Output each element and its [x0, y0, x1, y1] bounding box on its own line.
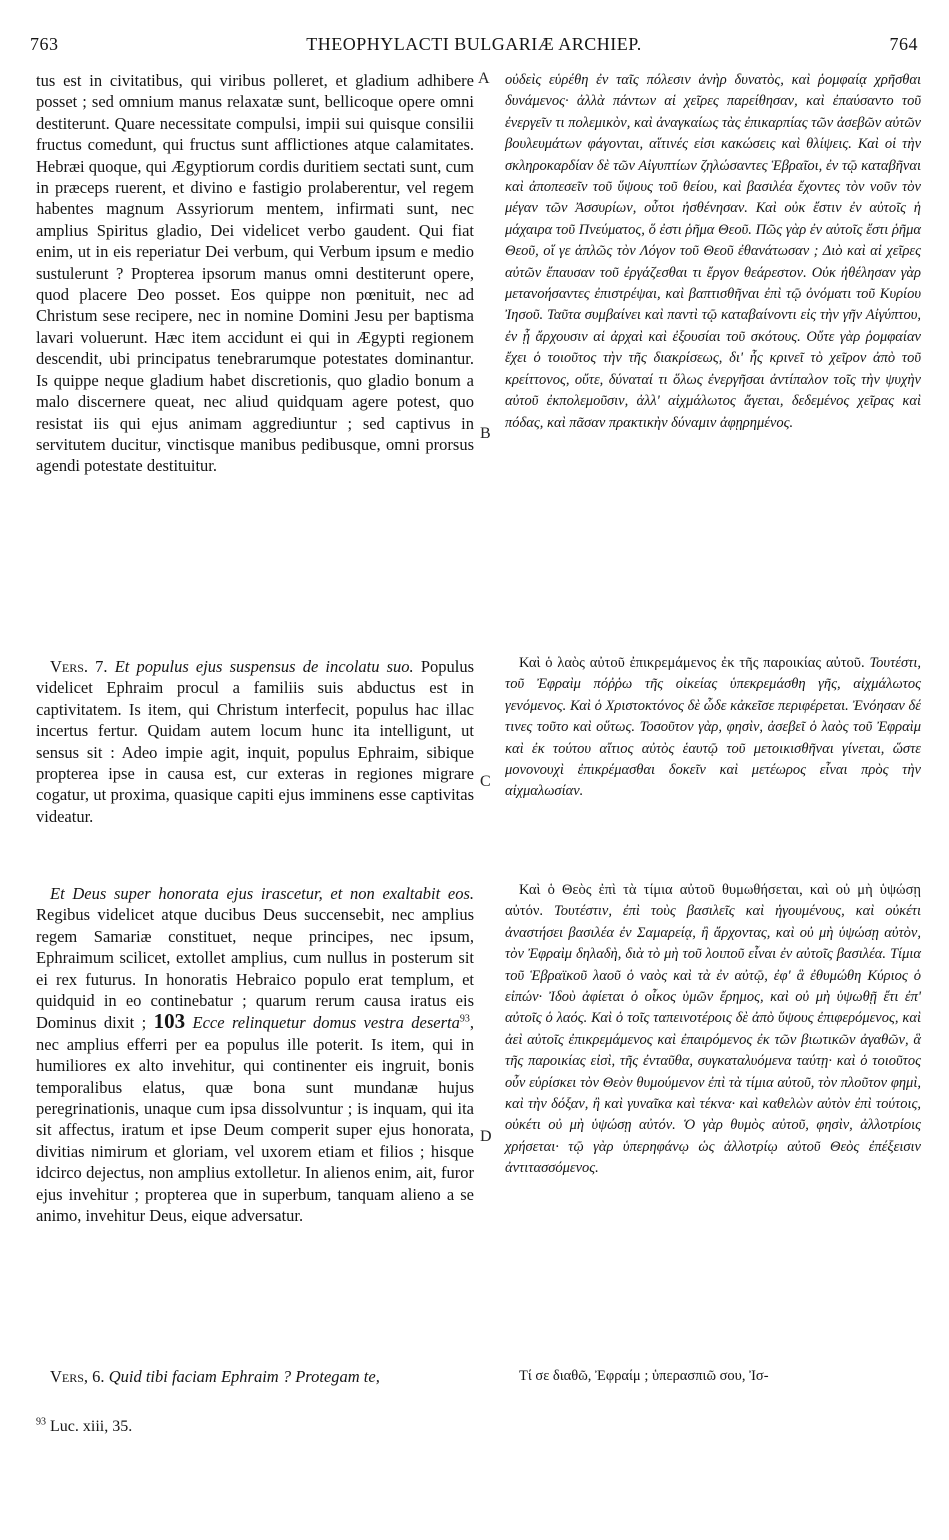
greek-honorata-block: [505, 880, 921, 1180]
latin-paragraph-1: tus est in civitatibus, qui viribus polleret, et gladium adhibere posset ; sed omnium manus relaxatæ sunt, bellicoque opere omni destiterunt. Quare necessitate compulsi, impii sui quisque consilii fructus comedunt, qui fructus sunt afflictiones atque calamitates. Hebræi quoque, qui Ægyptiorum cordis duritiem sectati sunt, cum in præceps ruerent, et divino e fastigio prolaberentur, vel regem habentes magnum Assyriorum mentem, infirmati sunt, nec amplius Spiritus gladio, Dei videlicet verbo gaudent. Qui fiat enim, ut in eis reperiatur Dei verbum, qui Verbum ipsum e medio sustulerunt ? Propterea ipsorum manus omni destiterunt opere, quod placere Deo posset. Eos quippe non pœnituit, nec ad Christum sese recipere, nec in nomine Domini Jesu per baptisma lavari voluerunt. Hæc item accidunt ei qui in Ægypti regionem descendit, ubi principatus tenebrarumque potestates dominantur. Is quippe neque gladium habet discretionis, quo gladio bonum a malo discernere queat, nec aliud quidquam agere potest, quo resistat iis qui ejus animam aggrediuntur ; sed captivus in servitutem ducitur, vinctisque manibus pedibusque, omni prorsus agendi potestate destituitur.: [36, 71, 474, 476]
column-number: 103: [153, 1009, 186, 1034]
latin-commentary-cont: , nec amplius efferri per ea populus ille poterit. Is item, qui in humiliores ex alto invehitur, qui continenter eis ingruit, bonis temporalibus elatus, quæ bona sunt mundanæ hujus peregrinationis, unaque cum ipsa dissolvuntur ; is inquam, qui ita sit affectus, iratum et ipse Deum comperit super ejus honorata, divitias nimirum et gloriam, vel uxorem etiam et filios ; hisque idcirco dejectus, non amplius extolletur. In alienos enim, ait, furor ejus invehitur ; propterea que in superbum, tanquam alieno a se animo, invehitur Deus, eique adversatur.: [36, 1013, 474, 1226]
greek-paragraph-3: [505, 880, 921, 1180]
latin-paragraph-2: [36, 656, 474, 827]
running-title: THEOPHYLACTI BULGARIÆ ARCHIEP.: [306, 34, 642, 54]
greek-lemma: Καὶ ὁ λαὸς αὐτοῦ ἐπικρεμάμενος ἐκ τῆς παροικίας αὐτοῦ.: [519, 655, 865, 671]
latin-lemma: Et populus ejus suspensus de incolatu suo.: [114, 657, 414, 676]
greek-paragraph-2: [505, 653, 921, 803]
greek-column: [505, 70, 921, 434]
latin-lemma: Quid tibi faciam Ephraim ? Protegam te,: [108, 1367, 380, 1386]
footnote-mark: 93: [36, 1416, 46, 1428]
scripture-quote: Ecce relinquetur domus vestra deserta: [192, 1013, 460, 1033]
running-header: [30, 34, 918, 62]
footnote: [36, 1418, 132, 1436]
latin-paragraph-4: [36, 1366, 474, 1387]
greek-lemma: Τί σε διαθῶ, Ἐφραίμ ; ὑπερασπιῶ σου, Ἰσ-: [519, 1368, 769, 1384]
greek-commentary: Τουτέστι, τοῦ Ἐφραὶμ πόῤῥω τῆς οἰκείας ὑπεκρεμάσθη γῆς, αἰχμάλωτος γενόμενος. Καὶ ὁ Χριστοκτόνος δὲ ὧδε κἀκεῖσε περιφέρεται. Ἐνόησαν δέ τινες τοῦτο καὶ οὕτως. Τοσοῦτον γὰρ, φησὶν, ἀσεβεῖ ὁ λαὸς τοῦ Ἐφραὶμ καὶ ἐκ τούτου αἴτιος αὐτὸς ἑαυτῷ τοῦ μετοικισθῆναι γίνεται, ὥστε μονονουχὶ ἐπικρέμασθαι δοκεῖν καὶ μετέωρος εἶναι πρὸς τὴν αἰχμαλωσίαν.: [505, 655, 921, 800]
latin-honorata-block: [36, 883, 474, 1227]
section-marker-d: D: [480, 1128, 492, 1145]
verse-label: Vers. 7.: [50, 657, 108, 676]
page-number-left: 763: [30, 34, 59, 54]
verse-label: Vers, 6.: [50, 1367, 105, 1386]
section-marker-a: A: [478, 70, 490, 87]
footnote-ref: 93: [459, 1013, 470, 1025]
greek-verse-7-block: [505, 653, 921, 803]
page-number-right: 764: [889, 34, 918, 54]
section-marker-c: C: [480, 773, 491, 790]
latin-commentary: Populus videlicet Ephraim procul a familiis suis abductus est in captivitatem. Is item, qui Christum interfecit, populus hac illac incertus fertur. Quidam autem locum hunc ita intelligunt, ut sensus sit : Adeo impie agit, inquit, populus Ephraim, sibique propterea ipse in causa est, cur exteras in regiones migrare cogatur, ut proxima, quasique capiti ejus imminens esse captivitas videatur.: [36, 657, 475, 826]
greek-paragraph-1: οὐδεὶς εὑρέθη ἐν ταῖς πόλεσιν ἀνὴρ δυνατὸς, καὶ ῥομφαίᾳ χρῆσθαι δυνάμενος· ἀλλὰ πάντων αἱ χεῖρες παρείθησαν, καὶ ἐπαύσαντο τοῦ ἐνεργεῖν τι πολεμικὸν, καὶ ἀναγκαίως τὰς ἐπικαρπίας τῶν ἀσεβῶν αὐτῶν βουλευμάτων φάγονται, αἵτινές εἰσι κακώσεις καὶ θλίψεις. Καὶ οἱ τὴν σκληροκαρδίαν δὲ τῶν Αἰγυπτίων ζηλώσαντες Ἑβραῖοι, ἐν τῷ καταβῆναι καὶ ἀποπεσεῖν τοῦ ὕψους τοῦ θείου, καὶ βασιλέα ἔχοντες τὸν νοῦν τὸν μέγαν τῶν Ἀσσυρίων, οὗτοι ἠσθένησαν. Καὶ οὐκ ἔστιν ἐν αὐτοῖς ἡ μάχαιρα τοῦ Πνεύματος, ὅ ἐστι ῥῆμα Θεοῦ. Πῶς γὰρ ἐν αὐτοῖς ἔστι ῥῆμα Θεοῦ, οἵ γε ἁπλῶς τὸν Λόγον τοῦ Θεοῦ ἐθανάτωσαν ; Διὸ καὶ αἱ χεῖρες αὐτῶν ἔπαυσαν τοῦ ἐργάζεσθαι τι ἔργον θεάρεστον. Οὐκ ἠθέλησαν γὰρ μετανοήσαντες ἐπιστρέψαι, καὶ βαπτισθῆναι ἐπὶ τῷ ὀνόματι τοῦ Κυρίου Ἰησοῦ. Ταῦτα συμβαίνει καὶ παντὶ τῷ καταβαίνοντι εἰς τὴν γῆν Αἰγύπτου, ἐν ᾗ ἄρχουσιν αἱ ἀρχαὶ καὶ ἐξουσίαι τοῦ σκότους. Οὔτε γὰρ ῥομφαίαν ἔχει ὁ τοιοῦτος τὴν τῆς διακρίσεως, δι' ἧς κρινεῖ τὸ χεῖρον ἀπὸ τοῦ κρείττονος, οὔτε, δύναταί τι ὅλως ἐνεργῆσαι ἀντίπαλον τοῖς τὴν ψυχὴν αὐτοῦ ἐκπολεμοῦσιν, ἀλλ' αἰχμάλωτος ἄγεται, δεδεμένος χεῖρας καὶ πόδας, καὶ πᾶσαν πρακτικὴν δύναμιν ἀφῃρημένος.: [505, 72, 921, 431]
latin-paragraph-3: [36, 883, 474, 1227]
latin-verse-6-block: [36, 1366, 474, 1387]
latin-commentary: Regibus videlicet atque ducibus Deus succensebit, nec amplius regem Samariæ constituet, neque principes, nec ipsum, Ephraimum scilicet, extollet amplius, cum nullus in posterum sit ei rex futurus. In honoratis Hebraico populo erat templum, et quidquid in eo continebatur ; quarum rerum causa iratus eis Dominus dixit ;: [36, 905, 474, 1033]
latin-verse-7-block: [36, 656, 474, 827]
latin-column: [36, 70, 474, 477]
greek-paragraph-4: [505, 1366, 921, 1387]
latin-lemma: Et Deus super honorata ejus irascetur, et non exaltabit eos.: [50, 884, 474, 903]
greek-lemma: Καὶ ὁ Θεὸς ἐπὶ τὰ τίμια αὐτοῦ θυμωθήσεται, καὶ οὐ μὴ ὑψώσῃ αὐτόν.: [505, 882, 921, 920]
greek-verse-6-block: [505, 1366, 921, 1387]
section-marker-b: B: [480, 425, 491, 442]
footnote-text: Luc. xiii, 35.: [50, 1418, 133, 1435]
greek-commentary: Τουτέστιν, ἐπὶ τοὺς βασιλεῖς καὶ ἡγουμένους, καὶ οὐκέτι ἀναστήσει βασιλέα ἐν Σαμαρείᾳ, ἢ ἄρχοντας, καὶ οὐ μὴ ὑψώσῃ αὐτὸν, τὸν Ἐφραὶμ δηλαδὴ, διὰ τὸ μὴ τοῦ λοιποῦ εἶναι ἐν αὐτοῖς βασιλέα. Τίμια τοῦ Ἑβραϊκοῦ λαοῦ ὁ ναὸς καὶ τὰ ἐν αὐτῷ, ἐφ' ἃ ἐθυμώθη Κύριος ὁ εἰπών· Ἰδοὺ ἀφίεται ὁ οἶκος ὑμῶν ἔρημος, καὶ οὐ μὴ ὑψωθῇ ἔτι ἐπ' αὐτοῖς ὁ λαός. Καὶ ὁ τοῖς ταπεινοτέροις δὲ ἀπὸ ὕψους ἐπιφερόμενος, καὶ ἀεὶ αὐτοῖς ἐπικρεμάμενος καὶ ἐπαιρόμενος ἐκ τῶν βιωτικῶν ἀγαθῶν, ἃ τῆς παροικίας εἰσὶ, τῆς ἐνταῦθα, συγκαταλυόμενα ταύτῃ· καὶ ὁ τοιοῦτος οὖν εὑρίσκει τὸν Θεὸν θυμούμενον ἐπὶ τὰ τίμια αὐτοῦ, τὸν πλοῦτον φημὶ, καὶ τὴν δόξαν, ἢ καὶ γυναῖκα καὶ τέκνα· καὶ καθελὼν αὐτὸν ἐπὶ τούτοις, οὐκέτι οὐ μὴ ὑψώσῃ αὐτόν. Ὁ γὰρ θυμὸς αὐτοῦ, φησὶν, ἀλλοτρίοις χρήσεται· τῷ γὰρ ὑπερηφάνῳ ὡς ἀλλοτρίῳ αὐτοῦ Θεὸς ἐπέξεισιν ἀντιτασσόμενος.: [505, 903, 922, 1177]
